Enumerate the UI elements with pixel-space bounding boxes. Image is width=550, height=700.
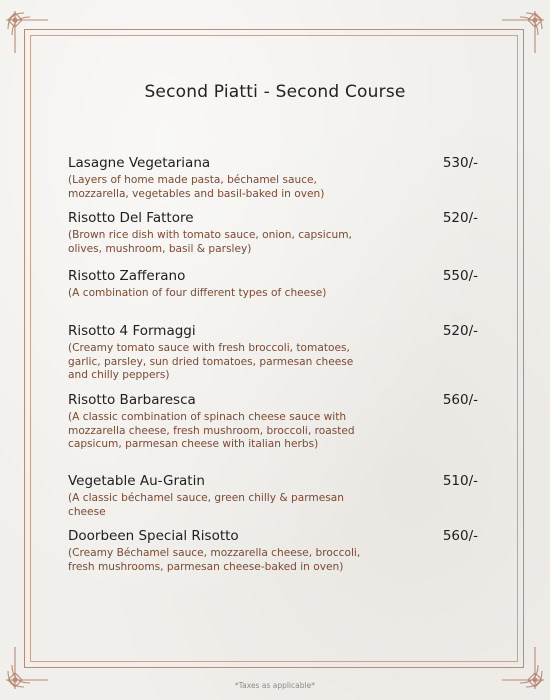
item-description: (A classic combination of spinach cheese sauce with mozzarella cheese, fresh mushroom, broccoli, roasted capsicum, parmesan cheese with italian herbs) [68,411,355,451]
item-description: (Brown rice dish with tomato sauce, onion, capsicum, olives, mushroom, basil & parsley) [68,229,352,255]
item-description: (Creamy Béchamel sauce, mozzarella cheese, broccoli, fresh mushrooms, parmesan cheese-baked in oven) [68,547,361,573]
item-name: Risotto Zafferano [68,268,186,284]
item-name: Risotto 4 Formaggi [68,323,196,339]
menu-item [68,528,478,574]
item-name: Risotto Del Fattore [68,210,194,226]
item-price: 510/- [442,473,478,489]
item-name: Vegetable Au-Gratin [68,473,205,489]
menu-item [68,268,478,301]
item-description: (A combination of four different types of cheese) [68,287,327,299]
corner-ornament-icon [500,9,546,55]
item-price: 520/- [442,323,478,339]
item-price: 550/- [442,268,478,284]
item-description: (A classic béchamel sauce, green chilly & parmesan cheese [68,492,344,518]
item-price: 560/- [442,528,478,544]
menu-title: Second Piatti - Second Course [144,82,406,102]
menu-item [68,323,478,383]
taxes-footnote: *Taxes as applicable* [235,681,315,690]
item-price: 530/- [442,155,478,171]
item-description: (Layers of home made pasta, béchamel sauce, mozzarella, vegetables and basil-baked in oven) [68,174,325,200]
item-price: 520/- [442,210,478,226]
item-name: Lasagne Vegetariana [68,155,211,171]
corner-ornament-icon [4,9,50,55]
menu-item [68,392,478,452]
menu-item [68,210,478,256]
item-name: Doorbeen Special Risotto [68,528,239,544]
item-description: (Creamy tomato sauce with fresh broccoli, tomatoes, garlic, parsley, sun dried tomatoes, parmesan cheese and chilly peppers) [68,342,354,382]
menu-item [68,473,478,519]
menu-item [68,155,478,201]
item-price: 560/- [442,392,478,408]
item-name: Risotto Barbaresca [68,392,196,408]
